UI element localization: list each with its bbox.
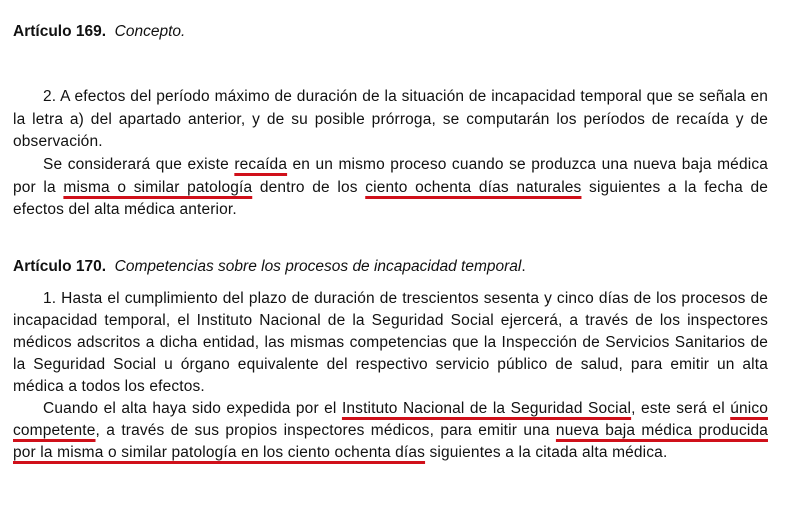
article-170-heading: Artículo 170. Competencias sobre los procesos de incapacidad temporal. <box>13 258 526 275</box>
article-170-number: Artículo 170. <box>13 258 107 275</box>
underlined-misma-similar-patologia: misma o similar patología <box>63 178 253 196</box>
article-169-paragraph-2: 2. A efectos del período máximo de duración de la situación de incapacidad temporal que se señala en la letra a) del apartado anterior, y de su posible prórroga, se computarán los períodos de recaída y de observación. <box>13 88 768 150</box>
article-170-title: Competencias sobre los procesos de incapacidad temporal <box>114 258 522 275</box>
article-169-number: Artículo 169. <box>13 23 107 40</box>
article-169-paragraph-recaida: Se considerará que existe recaída en un mismo proceso cuando se produzca una nueva baja médica por la misma o similar patología dentro de los ciento ochenta días naturales siguientes a la fecha de efectos del alta médica anterior. <box>13 156 769 218</box>
underlined-unico-competente: único competente <box>13 400 769 439</box>
article-169-heading <box>13 23 185 41</box>
article-169-title: Concepto. <box>114 23 186 40</box>
article-170-paragraph-alta: Cuando el alta haya sido expedida por el Instituto Nacional de la Seguridad Social, este será el único competente, a través de sus propios inspectores médicos, para emitir una nueva baja médica producida por la misma o similar patología en los ciento ochenta días siguientes a la citada alta médica. <box>13 400 769 461</box>
article-170-paragraph-1: 1. Hasta el cumplimiento del plazo de duración de trescientos sesenta y cinco días de los procesos de incapacidad temporal, el Instituto Nacional de la Seguridad Social ejercerá, a través de los inspectores médicos adscritos a dicha entidad, las mismas competencias que la Inspección de Servicios Sanitarios de la Seguridad Social u órgano equivalente del respectivo servicio público de salud, para emitir un alta médica a todos los efectos. <box>13 290 768 395</box>
underlined-recaida: recaída <box>234 156 288 173</box>
underlined-nueva-baja-medica: nueva baja médica producida por la misma o similar patología en los ciento ochenta días <box>13 422 768 461</box>
underlined-instituto-nacional: Instituto Nacional de la Seguridad Social <box>341 400 632 417</box>
underlined-ciento-ochenta-dias: ciento ochenta días naturales <box>365 178 582 196</box>
